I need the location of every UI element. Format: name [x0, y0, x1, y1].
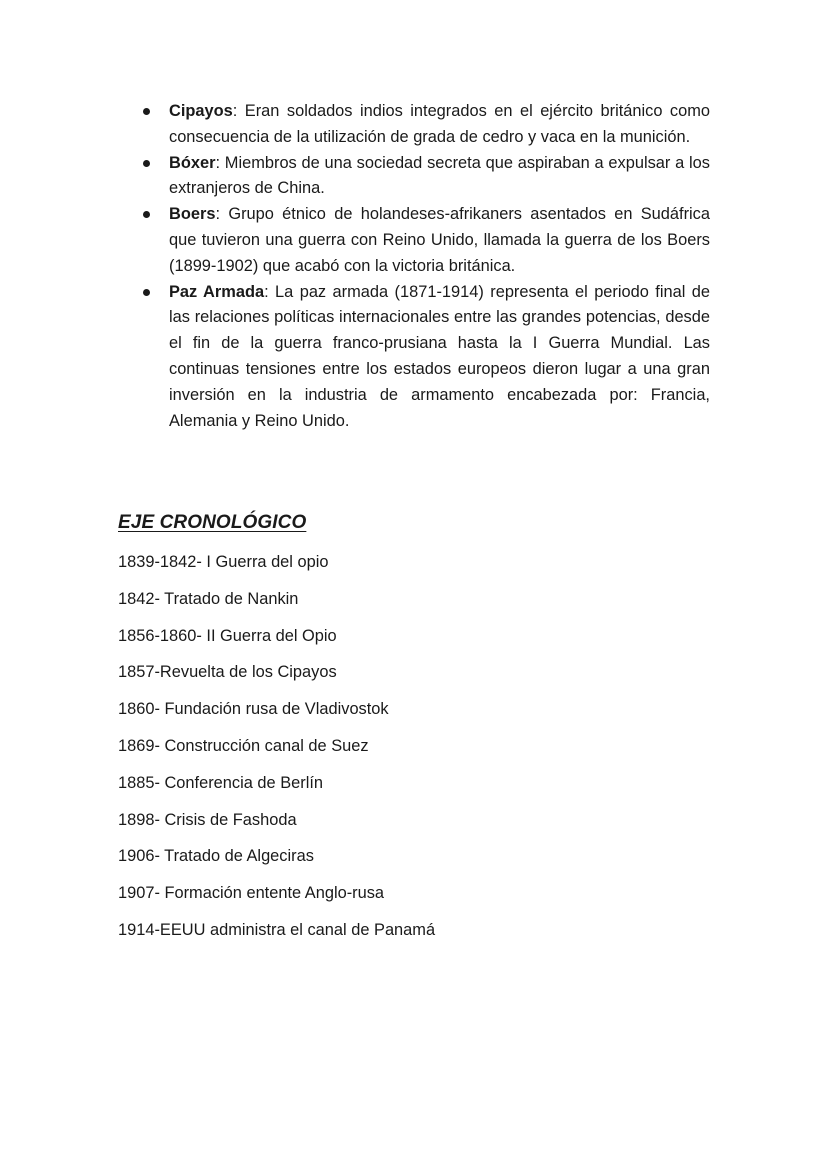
- definition-text: : Miembros de una sociedad secreta que aspiraban a expulsar a los extranjeros de China.: [169, 153, 710, 198]
- timeline-entry: 1842- Tratado de Nankin: [118, 589, 299, 608]
- timeline-entry: 1885- Conferencia de Berlín: [118, 773, 324, 792]
- definition-item: [140, 202, 710, 279]
- definition-term: Paz Armada: [169, 282, 265, 301]
- bullet-icon: [143, 108, 150, 115]
- definition-item: [140, 151, 710, 203]
- timeline-entry: 1860- Fundación rusa de Vladivostok: [118, 700, 389, 719]
- definition-text: : Eran soldados indios integrados en el ejército británico como consecuencia de la utilización de grada de cedro y vaca en la munición.: [169, 102, 710, 146]
- timeline-entry: 1839-1842- I Guerra del opio: [118, 553, 329, 571]
- definition-text: : Grupo étnico de holandeses-afrikaners asentados en Sudáfrica que tuvieron una guerra con Reino Unido, llamada la guerra de los Boers (1899-1902) que acabó con la victoria británica.: [169, 205, 710, 275]
- timeline-entry: 1869- Construcción canal de Suez: [118, 736, 369, 755]
- definition-term: Bóxer: [169, 153, 216, 172]
- timeline-entry: 1857-Revuelta de los Cipayos: [118, 663, 337, 682]
- definition-item: [140, 99, 710, 151]
- definitions-list: [140, 99, 710, 434]
- definition-term: Boers: [169, 205, 216, 224]
- bullet-icon: [143, 160, 150, 167]
- timeline-entry: 1898- Crisis de Fashoda: [118, 810, 297, 829]
- definition-term: Cipayos: [169, 102, 233, 120]
- timeline-list: [118, 550, 435, 955]
- timeline-entry: 1906- Tratado de Algeciras: [118, 847, 314, 866]
- timeline-entry: 1914-EEUU administra el canal de Panamá: [118, 920, 436, 939]
- definition-text: : La paz armada (1871-1914) representa el periodo final de las relaciones políticas internacionales entre las grandes potencias, desde el fin de la guerra franco-prusiana hasta la I Guerra Mundial. Las continuas tensiones entre los estados europeos dieron lugar a una gran inversión en la industria de armamento encabezada por: Francia, Alemania y Reino Unido.: [169, 282, 710, 430]
- definition-item: [140, 280, 710, 435]
- timeline-entry: 1907- Formación entente Anglo-rusa: [118, 884, 385, 903]
- bullet-icon: [143, 289, 150, 296]
- bullet-icon: [143, 211, 150, 218]
- timeline-title: EJE CRONOLÓGICO: [118, 512, 307, 533]
- timeline-entry: 1856-1860- II Guerra del Opio: [118, 626, 337, 645]
